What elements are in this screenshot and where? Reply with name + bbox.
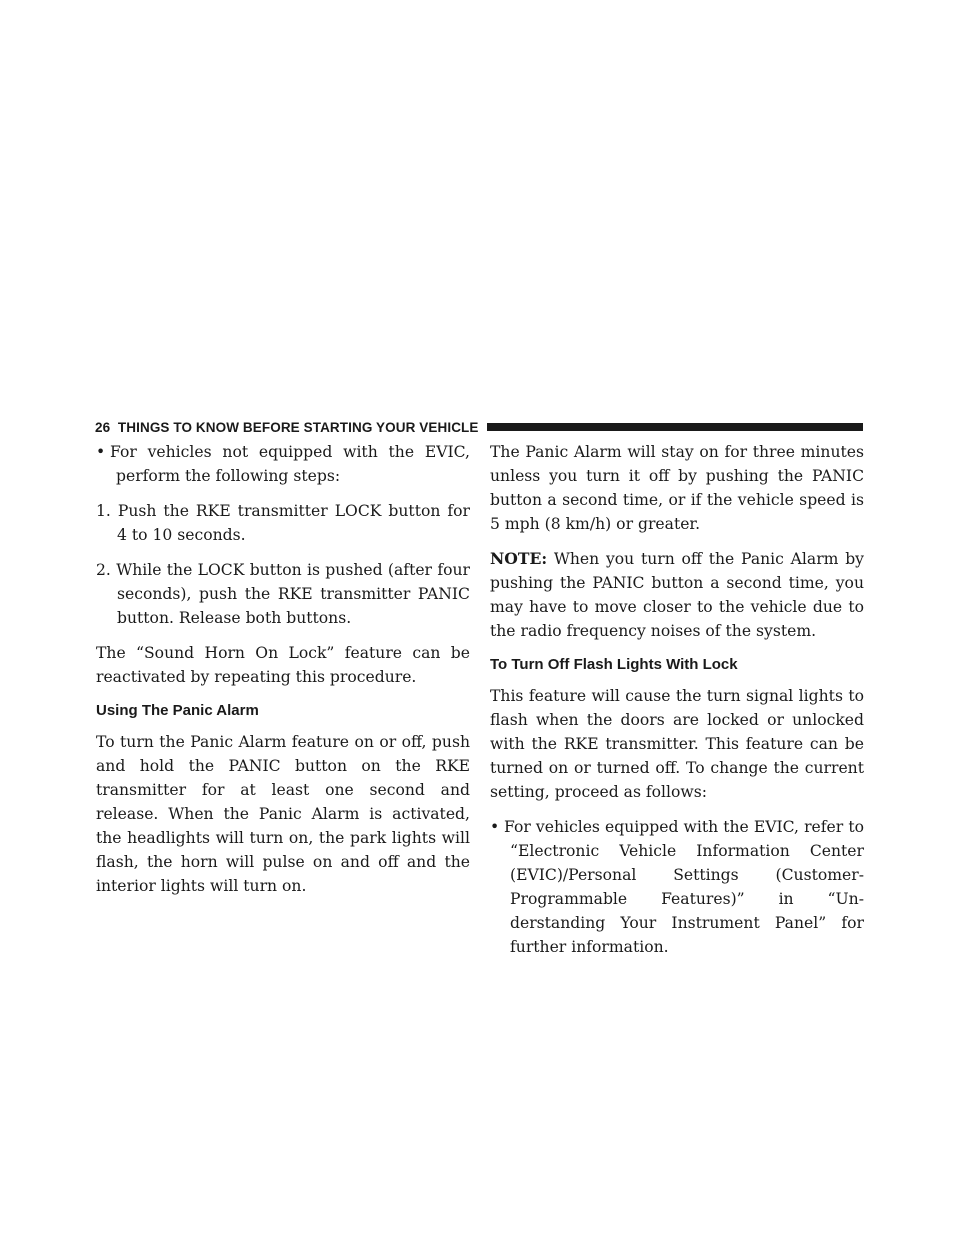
page-number: 26 — [95, 419, 111, 435]
panic-duration-paragraph: The Panic Alarm will stay on for three minutes unless you turn it off by pushing the PANIC button a second time, or if the vehicle speed is 5 mph (8 km/h) or greater. — [490, 443, 864, 533]
right-column — [490, 440, 864, 970]
header-rule — [487, 423, 864, 431]
note-text: When you turn off the Panic Alarm by pushing the PANIC button a second time, you may have to move closer to the vehicle due to the radio frequency noises of the system. — [490, 550, 864, 640]
page-header — [95, 416, 863, 438]
heading-panic-alarm: Using The Panic Alarm — [96, 702, 259, 719]
heading-flash-lights: To Turn Off Flash Lights With Lock — [490, 656, 738, 673]
panic-alarm-paragraph: To turn the Panic Alarm feature on or off, push and hold the PANIC button on the RKE transmitter for at least one second and release. When the Panic Alarm is activated, the headlights will turn on, the park lights will flash, the horn will pulse on and off and the interior lights will turn on. — [96, 733, 470, 895]
bullet-text: For vehicles not equipped with the EVIC, perform the following steps: — [110, 443, 470, 485]
bullet-equipped-evic — [490, 815, 864, 959]
page-header-text — [95, 420, 479, 435]
step-1: 1. Push the RKE transmitter LOCK button for 4 to 10 seconds. — [96, 502, 470, 544]
bullet-not-equipped-evic — [96, 440, 470, 488]
bullet-glyph: • — [490, 818, 500, 836]
reactivate-paragraph: The “Sound Horn On Lock” feature can be reactivated by repeating this procedure. — [96, 644, 470, 686]
note-paragraph — [490, 547, 864, 643]
step-2: 2. While the LOCK button is pushed (after four seconds), push the RKE transmitter PANIC button. Release both buttons. — [96, 561, 470, 627]
flash-lights-paragraph: This feature will cause the turn signal lights to flash when the doors are locked or unlocked with the RKE transmitter. This feature can be turned on or turned off. To change the current setting, proceed as follows: — [490, 687, 864, 801]
bullet-text: For vehicles equipped with the EVIC, refer to “Electronic Vehicle Information Center (EVIC)/Personal Settings (Customer-Programmable Features)” in “Understanding Your Instrument Panel” for further information. — [504, 818, 864, 956]
bullet-glyph: • — [96, 443, 106, 461]
left-column — [96, 440, 470, 909]
section-title: THINGS TO KNOW BEFORE STARTING YOUR VEHICLE — [117, 419, 479, 435]
note-label: NOTE: — [490, 549, 548, 568]
